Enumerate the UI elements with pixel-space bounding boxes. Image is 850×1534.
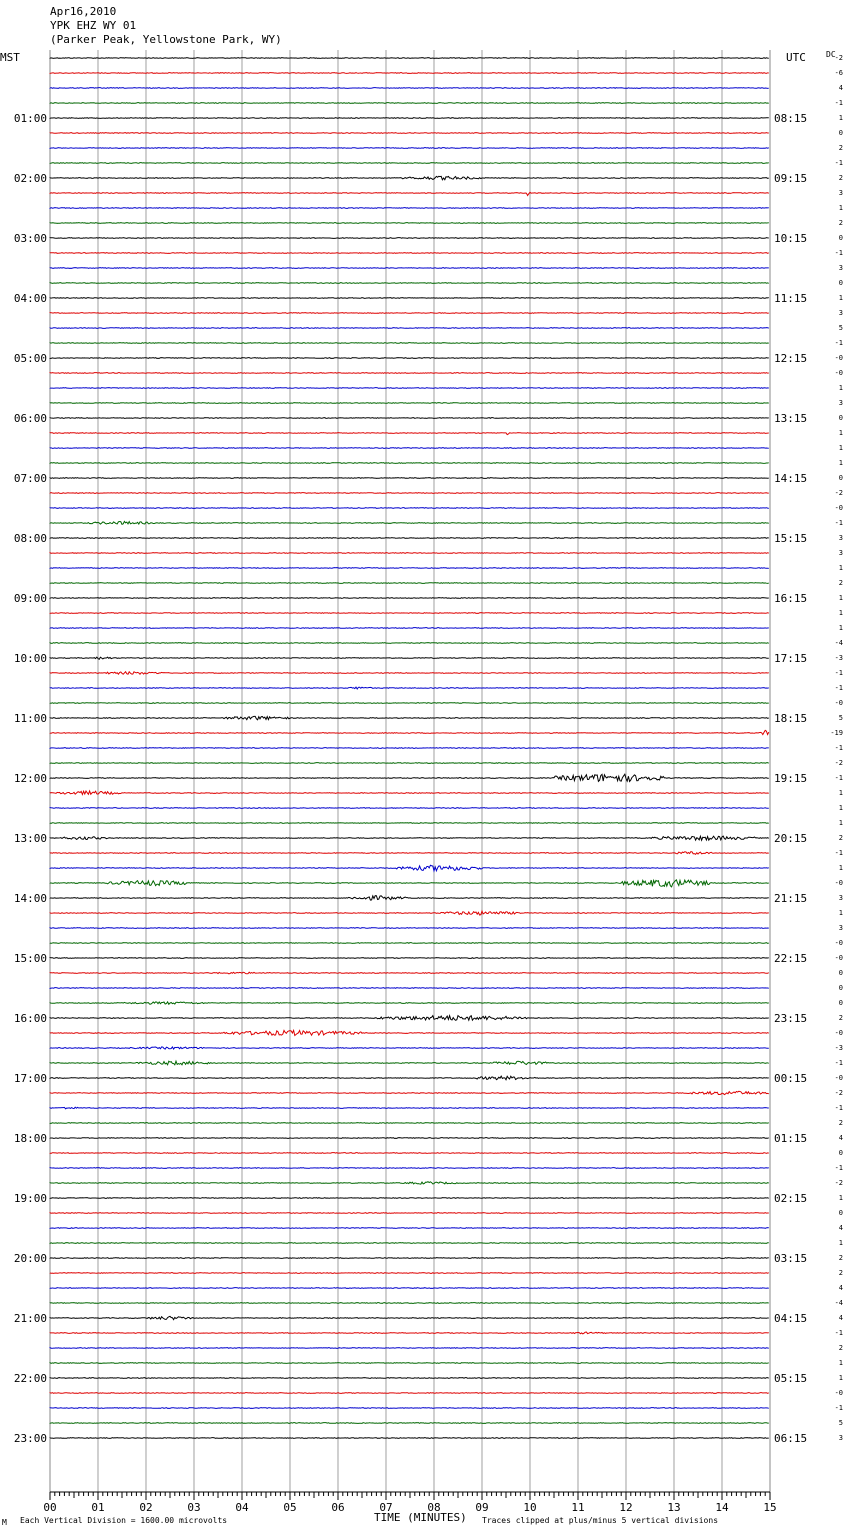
mst-hour-label: 22:00 [13, 1372, 47, 1385]
x-tick-label: 13 [667, 1501, 681, 1514]
dc-offset-label: 0 [838, 129, 843, 137]
dc-offset-label: -1 [834, 249, 843, 257]
x-tick-label: 02 [139, 1501, 153, 1514]
x-tick-label: 14 [715, 1501, 729, 1514]
utc-hour-label: 11:15 [774, 292, 808, 305]
dc-offset-label: -2 [834, 54, 843, 62]
dc-offset-label: 3 [838, 1434, 843, 1442]
trace-row [50, 103, 769, 104]
dc-offset-label: 1 [838, 1194, 843, 1202]
clip-note: Traces clipped at plus/minus 5 vertical divisions [482, 1516, 719, 1525]
mst-hour-label: 02:00 [13, 172, 47, 185]
utc-hour-label: 01:15 [774, 1132, 808, 1145]
dc-offset-label: -2 [834, 489, 843, 497]
dc-offset-label: 4 [838, 1284, 843, 1292]
trace-row [50, 163, 769, 164]
mst-hour-label: 13:00 [13, 832, 47, 845]
dc-offset-label: 2 [838, 1119, 843, 1127]
utc-hour-label: 19:15 [774, 772, 808, 785]
trace-row [50, 880, 769, 887]
dc-offset-label: 5 [838, 324, 843, 332]
dc-offset-label: 3 [838, 309, 843, 317]
dc-offset-label: 5 [838, 1419, 843, 1427]
mst-hour-label: 18:00 [13, 1132, 47, 1145]
dc-offset-label: -1 [834, 1104, 843, 1112]
trace-row [50, 643, 769, 644]
trace-row [50, 657, 769, 659]
dc-offset-label: 2 [838, 1269, 843, 1277]
trace-row [50, 223, 769, 224]
trace-row [50, 1016, 769, 1021]
trace-row [50, 418, 769, 419]
dc-offset-label: 4 [838, 1134, 843, 1142]
dc-offset-label: -3 [834, 654, 843, 662]
mst-hour-label: 21:00 [13, 1312, 47, 1325]
dc-offset-label: -1 [834, 744, 843, 752]
dc-offset-label: 1 [838, 429, 843, 437]
trace-row [50, 716, 769, 719]
dc-offset-label: 1 [838, 564, 843, 572]
trace-row [50, 928, 769, 929]
utc-hour-label: 04:15 [774, 1312, 808, 1325]
dc-offset-label: 2 [838, 1254, 843, 1262]
utc-hour-label: 09:15 [774, 172, 808, 185]
trace-row [50, 553, 769, 554]
dc-offset-label: -19 [830, 729, 843, 737]
mst-hour-label: 08:00 [13, 532, 47, 545]
trace-row [50, 568, 769, 569]
trace-row [50, 1091, 769, 1094]
mst-hour-label: 01:00 [13, 112, 47, 125]
dc-offset-label: 2 [838, 219, 843, 227]
utc-hour-label: 16:15 [774, 592, 808, 605]
dc-offset-label: -0 [834, 1029, 843, 1037]
dc-offset-label: -0 [834, 879, 843, 887]
x-tick-label: 11 [571, 1501, 585, 1514]
dc-offset-label: 1 [838, 804, 843, 812]
dc-offset-label: -6 [834, 69, 843, 77]
dc-offset-label: -1 [834, 1164, 843, 1172]
dc-offset-label: 4 [838, 1314, 843, 1322]
dc-offset-label: 1 [838, 624, 843, 632]
mst-hour-label: 10:00 [13, 652, 47, 665]
mst-hour-label: 23:00 [13, 1432, 47, 1445]
x-axis-title: TIME (MINUTES) [374, 1511, 467, 1524]
trace-row [50, 1393, 769, 1394]
trace-row [50, 911, 769, 915]
dc-offset-label: 0 [838, 999, 843, 1007]
dc-offset-label: 1 [838, 1359, 843, 1367]
mst-hour-label: 04:00 [13, 292, 47, 305]
utc-hour-label: 21:15 [774, 892, 808, 905]
trace-row [50, 58, 769, 59]
dc-offset-label: 1 [838, 864, 843, 872]
location-label: (Parker Peak, Yellowstone Park, WY) [50, 33, 282, 46]
trace-row [50, 1243, 769, 1244]
trace-row [50, 1288, 769, 1289]
trace-row [50, 583, 769, 584]
trace-row [50, 1273, 769, 1274]
dc-offset-label: 4 [838, 1224, 843, 1232]
dc-offset-label: 1 [838, 384, 843, 392]
dc-offset-label: 2 [838, 144, 843, 152]
dc-offset-label: -1 [834, 774, 843, 782]
trace-row [50, 1047, 769, 1049]
trace-row [50, 538, 769, 539]
trace-row [50, 865, 769, 871]
x-tick-label: 03 [187, 1501, 201, 1514]
dc-offset-label: -2 [834, 1179, 843, 1187]
dc-offset-label: -1 [834, 99, 843, 107]
mst-hour-label: 20:00 [13, 1252, 47, 1265]
dc-offset-label: 5 [838, 714, 843, 722]
scale-note: Each Vertical Division = 1600.00 microvolts [20, 1516, 228, 1525]
trace-row [50, 1138, 769, 1139]
dc-offset-label: 0 [838, 279, 843, 287]
x-tick-label: 12 [619, 1501, 633, 1514]
utc-hour-label: 02:15 [774, 1192, 808, 1205]
dc-offset-label: -0 [834, 939, 843, 947]
station-label: YPK EHZ WY 01 [50, 19, 137, 32]
utc-hour-label: 05:15 [774, 1372, 808, 1385]
dc-offset-label: 1 [838, 909, 843, 917]
dc-offset-label: 3 [838, 534, 843, 542]
dc-offset-label: -1 [834, 849, 843, 857]
trace-row [50, 852, 769, 855]
trace-row [50, 1332, 769, 1334]
trace-row [50, 1363, 769, 1364]
trace-row [50, 1076, 769, 1080]
utc-hour-label: 14:15 [774, 472, 808, 485]
trace-row [50, 896, 769, 900]
trace-row [50, 478, 769, 479]
dc-offset-label: -0 [834, 354, 843, 362]
left-timezone-label: MST [0, 51, 20, 64]
trace-row [50, 403, 769, 404]
x-tick-label: 00 [43, 1501, 57, 1514]
dc-offset-label: 1 [838, 1239, 843, 1247]
dc-offset-label: 0 [838, 1149, 843, 1157]
trace-row [50, 1182, 769, 1184]
dc-offset-label: 1 [838, 594, 843, 602]
dc-header-label: DC [826, 50, 836, 59]
date-label: Apr16,2010 [50, 5, 117, 18]
trace-row [50, 88, 769, 89]
utc-hour-label: 22:15 [774, 952, 808, 965]
trace-row [50, 672, 769, 675]
trace-row [50, 943, 769, 944]
x-tick-label: 09 [475, 1501, 489, 1514]
utc-hour-label: 20:15 [774, 832, 808, 845]
trace-row [50, 448, 769, 449]
mst-hour-label: 09:00 [13, 592, 47, 605]
x-tick-label: 10 [523, 1501, 537, 1514]
trace-row [50, 703, 769, 704]
trace-row [50, 958, 769, 959]
x-tick-label: 01 [91, 1501, 105, 1514]
dc-offset-label: 1 [838, 294, 843, 302]
right-timezone-label: UTC [786, 51, 806, 64]
dc-offset-label: 1 [838, 444, 843, 452]
dc-offset-label: 2 [838, 1014, 843, 1022]
utc-hour-label: 06:15 [774, 1432, 808, 1445]
dc-offset-label: -1 [834, 684, 843, 692]
dc-offset-label: 3 [838, 549, 843, 557]
trace-row [50, 1213, 769, 1214]
trace-row [50, 823, 769, 824]
dc-offset-label: -1 [834, 339, 843, 347]
corner-mark: M [2, 1518, 7, 1527]
trace-row [50, 808, 769, 809]
mst-hour-label: 06:00 [13, 412, 47, 425]
dc-offset-label: 0 [838, 969, 843, 977]
trace-row [50, 1303, 769, 1304]
trace-row [50, 343, 769, 344]
trace-row [50, 192, 769, 195]
trace-row [50, 508, 769, 509]
dc-offset-label: -2 [834, 759, 843, 767]
utc-hour-label: 23:15 [774, 1012, 808, 1025]
dc-offset-label: 1 [838, 819, 843, 827]
trace-row [50, 1002, 769, 1004]
dc-offset-label: 4 [838, 84, 843, 92]
dc-offset-label: 2 [838, 174, 843, 182]
mst-hour-label: 19:00 [13, 1192, 47, 1205]
trace-row [50, 730, 769, 734]
trace-row [50, 1348, 769, 1349]
utc-hour-label: 00:15 [774, 1072, 808, 1085]
trace-row [50, 687, 769, 689]
trace-row [50, 313, 769, 314]
trace-row [50, 1438, 769, 1439]
mst-hour-label: 07:00 [13, 472, 47, 485]
dc-offset-label: -0 [834, 1074, 843, 1082]
trace-row [50, 836, 769, 840]
trace-row [50, 1061, 769, 1065]
trace-row [50, 1228, 769, 1229]
dc-offset-label: 0 [838, 414, 843, 422]
trace-row [50, 972, 769, 974]
trace-row [50, 493, 769, 494]
trace-row [50, 1030, 769, 1035]
dc-offset-label: -0 [834, 504, 843, 512]
dc-offset-label: -1 [834, 1059, 843, 1067]
dc-offset-label: 1 [838, 204, 843, 212]
trace-row [50, 1123, 769, 1124]
trace-row [50, 763, 769, 764]
trace-row [50, 1423, 769, 1424]
dc-offset-label: 1 [838, 1374, 843, 1382]
trace-row [50, 774, 769, 781]
mst-hour-label: 05:00 [13, 352, 47, 365]
dc-offset-label: 1 [838, 609, 843, 617]
x-tick-label: 15 [763, 1501, 777, 1514]
trace-row [50, 148, 769, 149]
dc-offset-label: 1 [838, 459, 843, 467]
dc-offset-label: 3 [838, 924, 843, 932]
dc-offset-label: 0 [838, 474, 843, 482]
mst-hour-label: 12:00 [13, 772, 47, 785]
dc-offset-label: 1 [838, 789, 843, 797]
dc-offset-label: 2 [838, 834, 843, 842]
dc-offset-label: 3 [838, 189, 843, 197]
dc-offset-label: 3 [838, 894, 843, 902]
dc-offset-label: -4 [834, 639, 843, 647]
trace-row [50, 628, 769, 629]
dc-offset-label: -3 [834, 1044, 843, 1052]
trace-row [50, 1378, 769, 1379]
dc-offset-label: -1 [834, 1329, 843, 1337]
x-tick-label: 04 [235, 1501, 249, 1514]
trace-row [50, 1316, 769, 1319]
trace-row [50, 283, 769, 284]
dc-offset-label: -1 [834, 1404, 843, 1412]
trace-row [50, 613, 769, 614]
dc-offset-label: -0 [834, 369, 843, 377]
trace-row [50, 1258, 769, 1259]
dc-offset-label: -1 [834, 669, 843, 677]
dc-offset-label: 1 [838, 114, 843, 122]
trace-row [50, 373, 769, 374]
dc-offset-label: -0 [834, 699, 843, 707]
trace-row [50, 268, 769, 269]
trace-row [50, 433, 769, 435]
trace-row [50, 1107, 769, 1109]
trace-row [50, 118, 769, 119]
trace-row [50, 358, 769, 359]
x-tick-label: 08 [427, 1501, 441, 1514]
x-tick-label: 07 [379, 1501, 393, 1514]
dc-offset-label: -4 [834, 1299, 843, 1307]
trace-row [50, 208, 769, 209]
trace-row [50, 388, 769, 389]
utc-hour-label: 18:15 [774, 712, 808, 725]
trace-row [50, 328, 769, 329]
dc-offset-label: 0 [838, 984, 843, 992]
trace-row [50, 1168, 769, 1169]
mst-hour-label: 14:00 [13, 892, 47, 905]
utc-hour-label: 12:15 [774, 352, 808, 365]
dc-offset-label: 3 [838, 399, 843, 407]
trace-row [50, 133, 769, 134]
mst-hour-label: 03:00 [13, 232, 47, 245]
utc-hour-label: 03:15 [774, 1252, 808, 1265]
trace-row [50, 521, 769, 524]
utc-hour-label: 10:15 [774, 232, 808, 245]
utc-hour-label: 15:15 [774, 532, 808, 545]
dc-offset-label: -1 [834, 159, 843, 167]
trace-row [50, 1408, 769, 1409]
utc-hour-label: 17:15 [774, 652, 808, 665]
dc-offset-label: -1 [834, 519, 843, 527]
dc-offset-label: 3 [838, 264, 843, 272]
trace-row [50, 1198, 769, 1199]
dc-offset-label: -0 [834, 954, 843, 962]
trace-row [50, 1153, 769, 1154]
trace-row [50, 176, 769, 180]
mst-hour-label: 15:00 [13, 952, 47, 965]
mst-hour-label: 17:00 [13, 1072, 47, 1085]
trace-row [50, 598, 769, 599]
trace-row [50, 298, 769, 299]
trace-row [50, 988, 769, 989]
trace-row [50, 253, 769, 254]
utc-hour-label: 13:15 [774, 412, 808, 425]
mst-hour-label: 11:00 [13, 712, 47, 725]
mst-hour-label: 16:00 [13, 1012, 47, 1025]
dc-offset-label: 2 [838, 1344, 843, 1352]
trace-row [50, 238, 769, 239]
trace-row [50, 463, 769, 464]
trace-row [50, 73, 769, 74]
utc-hour-label: 08:15 [774, 112, 808, 125]
x-tick-label: 06 [331, 1501, 345, 1514]
trace-row [50, 791, 769, 795]
x-tick-label: 05 [283, 1501, 297, 1514]
trace-row [50, 748, 769, 749]
dc-offset-label: 2 [838, 579, 843, 587]
dc-offset-label: 0 [838, 234, 843, 242]
dc-offset-label: 0 [838, 1209, 843, 1217]
dc-offset-label: -2 [834, 1089, 843, 1097]
dc-offset-label: -0 [834, 1389, 843, 1397]
